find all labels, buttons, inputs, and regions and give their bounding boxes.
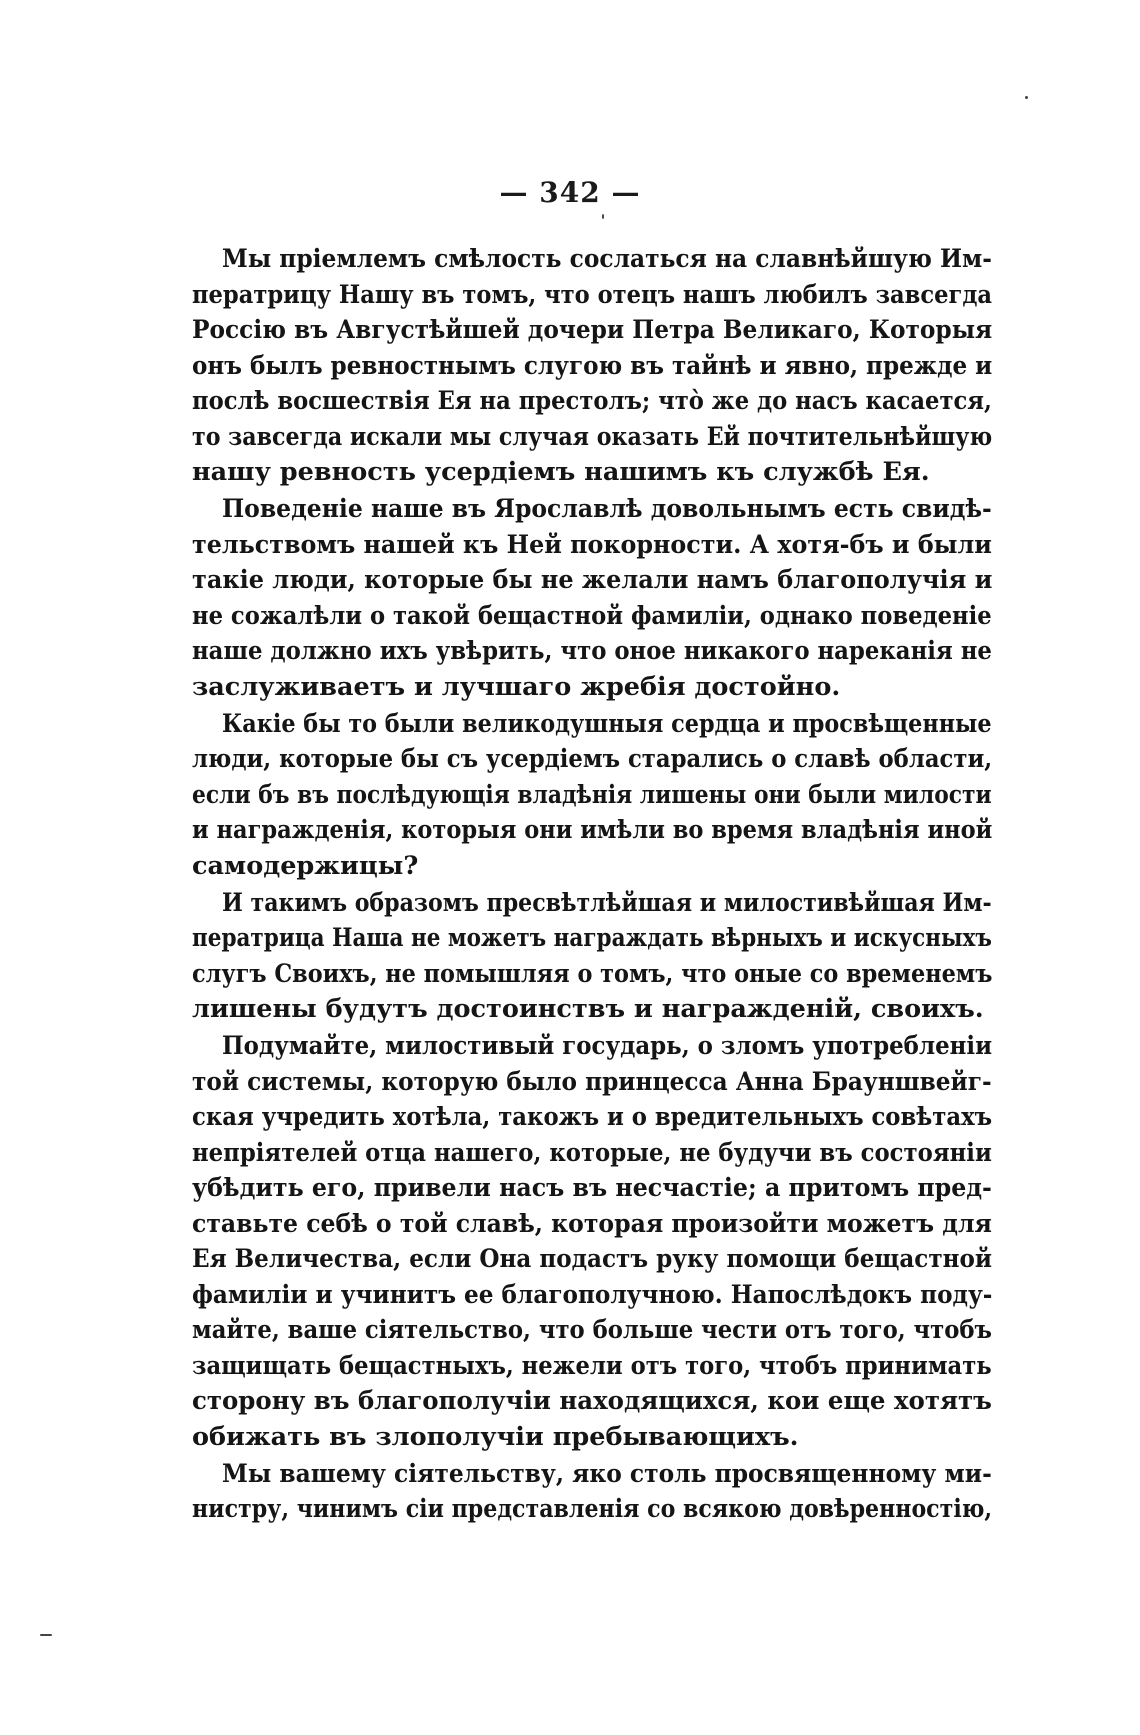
scan-speck xyxy=(1025,96,1028,99)
text-line: ская учредить хотѣла, такожъ и о вредительныхъ совѣтахъ xyxy=(192,1102,993,1132)
text-line: нистру, чинимъ сіи представленія со всякою довѣренностію, xyxy=(192,1494,993,1524)
paragraph xyxy=(192,1457,992,1528)
text-line: слугъ Своихъ, не помышляя о томъ, что оные со временемъ xyxy=(192,958,993,989)
text-line: сторону въ благополучіи находящихся, кои еще хотятъ xyxy=(192,1386,992,1416)
paragraph xyxy=(192,492,992,705)
text-line: онъ былъ ревностнымъ слугою въ тайнѣ и явно, прежде и xyxy=(192,350,993,381)
body-text xyxy=(192,242,992,1529)
text-line: Подумайте, милостивый государь, о зломъ употребленіи xyxy=(222,1031,993,1061)
paragraph xyxy=(192,707,992,885)
text-line: Мы пріемлемъ смѣлость сослаться на славнѣйшую Им- xyxy=(222,244,992,274)
text-line: защищать бещастныхъ, нежели отъ того, чтобъ принимать xyxy=(192,1350,992,1381)
text-line: Ея Величества, если Она подастъ руку помощи бещастной xyxy=(192,1244,993,1274)
text-line: той системы, которую было принцесса Анна Брауншвейг- xyxy=(192,1066,992,1097)
text-line: ставьте себѣ о той славѣ, которая произойти можетъ для xyxy=(192,1208,992,1239)
text-line: непріятелей отца нашего, которые, не будучи въ состояніи xyxy=(192,1137,992,1168)
text-line: ператрица Наша не можетъ награждать вѣрныхъ и искусныхъ xyxy=(192,923,992,953)
text-line: самодержицы? xyxy=(192,850,419,881)
text-line: обижать въ злополучіи пребывающихъ. xyxy=(192,1421,799,1452)
paragraph xyxy=(192,1029,992,1455)
text-line: наше должно ихъ увѣрить, что оное никакого нареканія не xyxy=(192,636,992,666)
text-line: не сожалѣли о такой бещастной фамиліи, однако поведеніе xyxy=(192,600,992,631)
text-line: и награжденія, которыя они имѣли во время владѣнія иной xyxy=(192,815,993,845)
text-line: тельствомъ нашей къ Ней покорности. А хотя-бъ и были xyxy=(192,529,992,560)
page-number: — 342 — xyxy=(499,176,641,209)
text-line: ператрицу Нашу въ томъ, что отецъ нашъ любилъ завсегда xyxy=(192,279,993,310)
text-line: послѣ восшествія Ея на престолъ; что̀ же до насъ касается, xyxy=(192,386,992,416)
text-line: Мы вашему сіятельству, яко столь просвященному ми- xyxy=(222,1458,992,1489)
text-line: заслуживаетъ и лучшаго жребія достойно. xyxy=(192,671,841,702)
text-line: Какіе бы то были великодушныя сердца и просвѣщенные xyxy=(222,708,992,739)
paragraph xyxy=(192,886,992,1028)
text-line: такіе люди, которые бы не желали намъ благополучія и xyxy=(192,565,993,595)
text-line: если бъ въ послѣдующія владѣнія лишены они были милости xyxy=(192,779,992,810)
text-line: Поведеніе наше въ Ярославлѣ довольнымъ есть свидѣ- xyxy=(222,494,992,524)
text-line: то завсегда искали мы случая оказать Ей почтительнѣйшую xyxy=(192,421,993,452)
text-line: люди, которые бы съ усердіемъ старались о славѣ области, xyxy=(192,744,993,774)
text-line: Россію въ Августѣйшей дочери Петра Великаго, Которыя xyxy=(192,315,993,345)
text-line: фамиліи и учинитъ ее благополучною. Напослѣдокъ поду- xyxy=(192,1279,993,1310)
text-line: лишены будутъ достоинствъ и награжденій, своихъ. xyxy=(192,994,984,1024)
text-line: нашу ревность усердіемъ нашимъ къ службѣ Ея. xyxy=(192,457,930,487)
text-line: майте, ваше сіятельство, что больше чести отъ того, чтобъ xyxy=(192,1315,992,1345)
scan-speck xyxy=(602,214,604,219)
text-line: И такимъ образомъ пресвѣтлѣйшая и милостивѣйшая Им- xyxy=(222,887,992,918)
paragraph xyxy=(192,242,992,491)
text-line: убѣдить его, привели насъ въ несчастіе; а притомъ пред- xyxy=(192,1173,992,1203)
scan-speck xyxy=(40,1634,52,1636)
